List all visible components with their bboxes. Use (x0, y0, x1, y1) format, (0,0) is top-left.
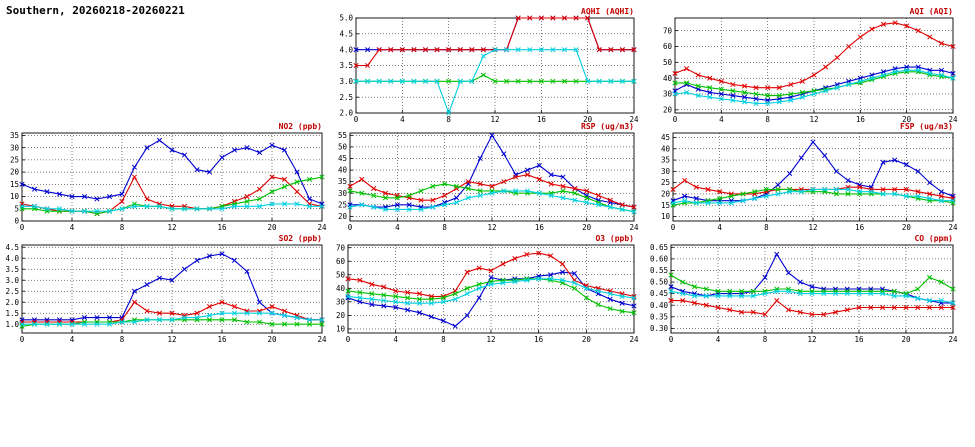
y-tick-label: 25 (9, 155, 19, 165)
x-tick-label: 8 (442, 223, 447, 232)
y-tick-label: 20 (335, 311, 345, 320)
series-green (354, 73, 636, 84)
x-tick-label: 12 (167, 223, 177, 232)
series-cyan (669, 289, 955, 305)
x-tick-label: 24 (629, 335, 639, 344)
y-tick-label: 0.30 (649, 323, 668, 333)
chart-title-fsp: FSP (ug/m3) (900, 122, 953, 131)
x-tick-label: 12 (167, 335, 177, 344)
series-cyan (20, 202, 324, 214)
series-blue (673, 65, 955, 103)
x-tick-label: 8 (762, 335, 768, 344)
y-tick-label: 2.0 (5, 297, 19, 307)
y-tick-label: 2.5 (339, 92, 353, 102)
series-red (673, 21, 955, 90)
x-tick-label: 0 (353, 115, 359, 124)
y-tick-label: 4.0 (5, 253, 19, 263)
x-tick-label: 8 (119, 223, 125, 232)
y-tick-label: 45 (660, 133, 670, 143)
x-tick-label: 0 (347, 223, 353, 232)
x-tick-label: 12 (809, 115, 819, 124)
series-green (673, 70, 955, 98)
series-green (20, 318, 324, 329)
x-tick-label: 12 (807, 335, 817, 344)
x-tick-label: 0 (670, 223, 676, 232)
series-green (348, 182, 636, 214)
x-tick-label: 16 (534, 223, 544, 232)
y-tick-label: 40 (660, 144, 670, 154)
series-cyan (348, 189, 636, 214)
y-tick-label: 20 (660, 189, 670, 199)
x-tick-label: 20 (267, 335, 277, 344)
y-tick-label: 60 (335, 256, 345, 266)
series-cyan (673, 68, 955, 106)
y-tick-label: 40 (337, 165, 347, 175)
x-tick-label: 4 (395, 223, 400, 232)
y-tick-label: 55 (337, 130, 347, 140)
chart-title-aqi: AQI (AQI) (909, 7, 953, 16)
series-blue (354, 16, 636, 52)
series-blue (671, 140, 955, 203)
y-tick-label: 3.5 (5, 264, 19, 274)
y-tick-label: 0.35 (649, 312, 668, 322)
x-tick-label: 0 (345, 335, 351, 344)
y-tick-label: 0.45 (649, 289, 668, 299)
y-tick-label: 4.5 (5, 242, 19, 252)
y-tick-label: 0.50 (649, 277, 668, 287)
x-tick-label: 0 (19, 223, 25, 232)
x-tick-label: 4 (69, 223, 75, 232)
y-tick-label: 1.5 (5, 308, 19, 318)
x-tick-label: 12 (808, 223, 818, 232)
x-tick-label: 16 (534, 335, 544, 344)
x-tick-label: 24 (317, 335, 327, 344)
y-tick-label: 30 (335, 297, 345, 307)
x-tick-label: 16 (854, 335, 864, 344)
chart-title-o3: O3 (ppb) (595, 234, 634, 243)
series-red (20, 175, 324, 216)
x-tick-label: 8 (764, 223, 769, 232)
series-blue (20, 138, 324, 206)
y-tick-label: 35 (337, 177, 347, 187)
y-tick-label: 0.65 (649, 242, 668, 252)
y-tick-label: 50 (662, 57, 672, 67)
series-cyan (671, 187, 955, 205)
y-tick-label: 4.0 (339, 45, 353, 55)
series-green (671, 187, 955, 207)
x-tick-label: 16 (536, 115, 546, 124)
x-tick-label: 12 (487, 223, 497, 232)
y-tick-label: 35 (9, 131, 19, 141)
y-tick-label: 30 (662, 89, 672, 99)
y-tick-label: 3.5 (339, 61, 353, 71)
y-tick-label: 30 (337, 188, 347, 198)
x-tick-label: 24 (948, 223, 958, 232)
y-tick-label: 40 (662, 73, 672, 83)
y-tick-label: 50 (335, 270, 345, 280)
series-green (669, 273, 955, 296)
chart-title-so2: SO2 (ppb) (278, 234, 322, 243)
y-tick-label: 20 (662, 105, 672, 115)
x-tick-label: 24 (948, 115, 958, 124)
x-tick-label: 4 (393, 335, 398, 344)
x-tick-label: 16 (217, 223, 227, 232)
x-tick-label: 20 (267, 223, 277, 232)
series-cyan (20, 311, 324, 326)
y-tick-label: 3.0 (5, 275, 19, 285)
series-red (348, 172, 636, 209)
y-tick-label: 20 (337, 211, 347, 221)
x-tick-label: 4 (719, 115, 724, 124)
series-green (20, 175, 324, 216)
page-title: Southern, 20260218-20260221 (6, 4, 185, 17)
y-tick-label: 0.40 (649, 300, 668, 310)
x-tick-label: 20 (901, 335, 911, 344)
x-tick-label: 8 (119, 335, 125, 344)
x-tick-label: 16 (855, 115, 865, 124)
x-tick-label: 12 (490, 115, 500, 124)
y-tick-label: 70 (662, 26, 672, 36)
y-tick-label: 5 (14, 204, 19, 214)
x-tick-label: 20 (901, 223, 911, 232)
y-tick-label: 25 (660, 178, 670, 188)
y-tick-label: 35 (660, 155, 670, 165)
series-red (354, 16, 636, 68)
series-red (669, 298, 955, 316)
y-tick-label: 10 (335, 324, 345, 334)
x-tick-label: 12 (486, 335, 496, 344)
chart-title-rsp: RSP (ug/m3) (581, 122, 634, 131)
x-tick-label: 8 (441, 335, 446, 344)
y-tick-label: 60 (662, 42, 672, 52)
x-tick-label: 24 (629, 223, 639, 232)
x-tick-label: 20 (902, 115, 912, 124)
series-red (346, 251, 636, 299)
y-tick-label: 70 (335, 243, 345, 253)
x-tick-label: 0 (672, 115, 678, 124)
x-tick-label: 0 (19, 335, 25, 344)
y-tick-label: 4.5 (339, 29, 353, 39)
y-tick-label: 0 (14, 216, 19, 226)
y-tick-label: 1.0 (5, 319, 19, 329)
series-blue (348, 133, 636, 209)
chart-title-aqhi: AQHI (AQHI) (581, 7, 634, 16)
y-tick-label: 15 (9, 179, 19, 189)
x-tick-label: 4 (715, 335, 721, 344)
y-tick-label: 45 (337, 154, 347, 164)
x-tick-label: 24 (317, 223, 327, 232)
series-red (20, 300, 324, 324)
y-tick-label: 25 (337, 200, 347, 210)
x-tick-label: 20 (582, 223, 592, 232)
series-cyan (354, 47, 636, 115)
x-tick-label: 20 (583, 115, 593, 124)
series-blue (20, 252, 324, 322)
y-tick-label: 0.55 (649, 266, 668, 276)
x-tick-label: 8 (765, 115, 770, 124)
x-tick-label: 0 (668, 335, 674, 344)
x-tick-label: 4 (69, 335, 75, 344)
x-tick-label: 4 (717, 223, 722, 232)
x-tick-label: 24 (948, 335, 958, 344)
chart-title-no2: NO2 (ppb) (278, 122, 322, 131)
series-cyan (346, 277, 636, 306)
series-blue (669, 252, 955, 305)
y-tick-label: 20 (9, 167, 19, 177)
x-tick-label: 16 (855, 223, 865, 232)
y-tick-label: 40 (335, 283, 345, 293)
y-tick-label: 5.0 (339, 13, 353, 23)
x-tick-label: 8 (446, 115, 451, 124)
series-green (346, 277, 636, 315)
y-tick-label: 10 (9, 192, 19, 202)
chart-title-co: CO (ppm) (914, 234, 953, 243)
y-tick-label: 0.60 (649, 254, 668, 264)
y-tick-label: 15 (660, 200, 670, 210)
y-tick-label: 2.0 (339, 108, 353, 118)
y-tick-label: 50 (337, 142, 347, 152)
x-tick-label: 20 (581, 335, 591, 344)
y-tick-label: 2.5 (5, 286, 19, 296)
y-tick-label: 30 (9, 143, 19, 153)
series-red (671, 178, 955, 200)
y-tick-label: 3.0 (339, 76, 353, 86)
y-tick-label: 30 (660, 166, 670, 176)
x-tick-label: 16 (217, 335, 227, 344)
series-blue (346, 270, 636, 329)
x-tick-label: 24 (629, 115, 639, 124)
y-tick-label: 10 (660, 212, 670, 222)
x-tick-label: 4 (400, 115, 405, 124)
